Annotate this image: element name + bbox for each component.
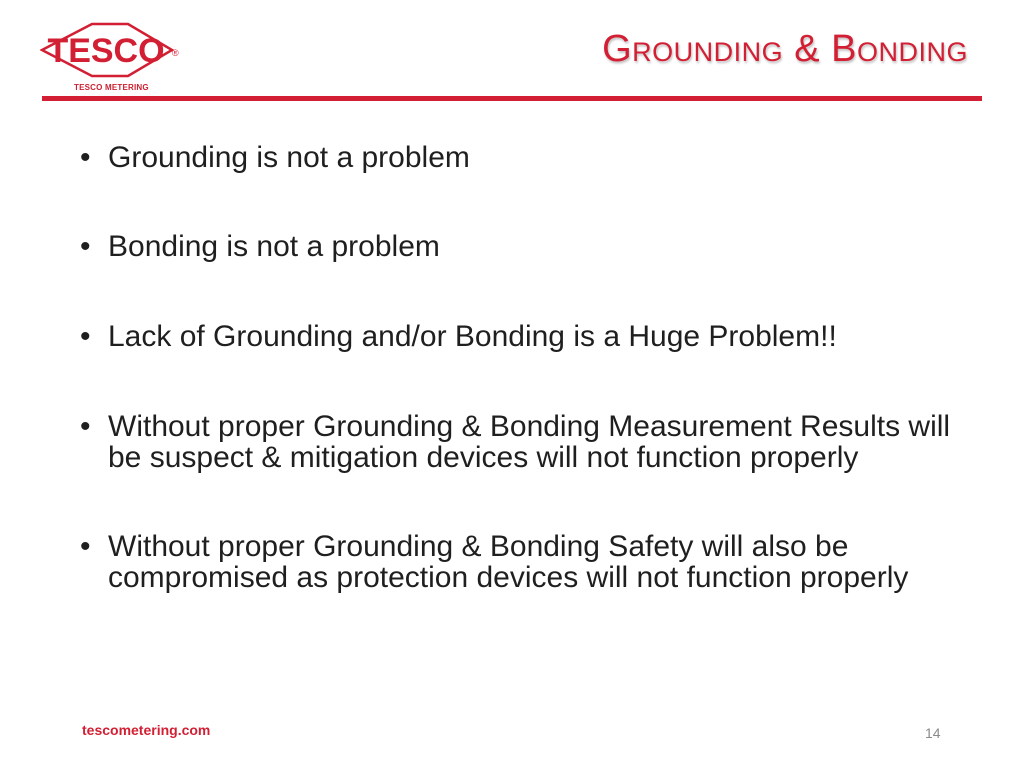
logo-wordmark: TESCO [47,32,165,70]
bullet-text: Lack of Grounding and/or Bonding is a Huge Problem!! [108,320,837,353]
list-item [80,231,960,262]
footer-url: tescometering.com [82,722,211,738]
slide-title: Grounding & Bonding [602,28,968,70]
list-item [80,531,960,593]
bullet-icon: • [80,141,91,174]
bullet-icon: • [80,410,91,443]
bullet-text: Without proper Grounding & Bonding Safety will also be compromised as protection devices will not function properly [108,530,909,594]
bullet-icon: • [80,530,91,563]
logo-caption: TESCO METERING [74,83,149,92]
bullet-icon: • [80,230,91,263]
list-item [80,321,960,352]
bullet-text: Bonding is not a problem [108,230,440,263]
bullet-text: Grounding is not a problem [108,141,470,174]
tesco-logo-mark-icon [40,22,180,82]
bullet-icon: • [80,320,91,353]
list-item [80,142,960,173]
list-item [80,411,960,473]
bullet-text: Without proper Grounding & Bonding Measurement Results will be suspect & mitigation devices will not function properly [108,410,951,474]
bullet-list [80,142,960,593]
page-number: 14 [925,725,941,741]
title-divider [42,96,982,101]
registered-mark: ® [172,48,179,58]
tesco-logo [40,22,180,94]
